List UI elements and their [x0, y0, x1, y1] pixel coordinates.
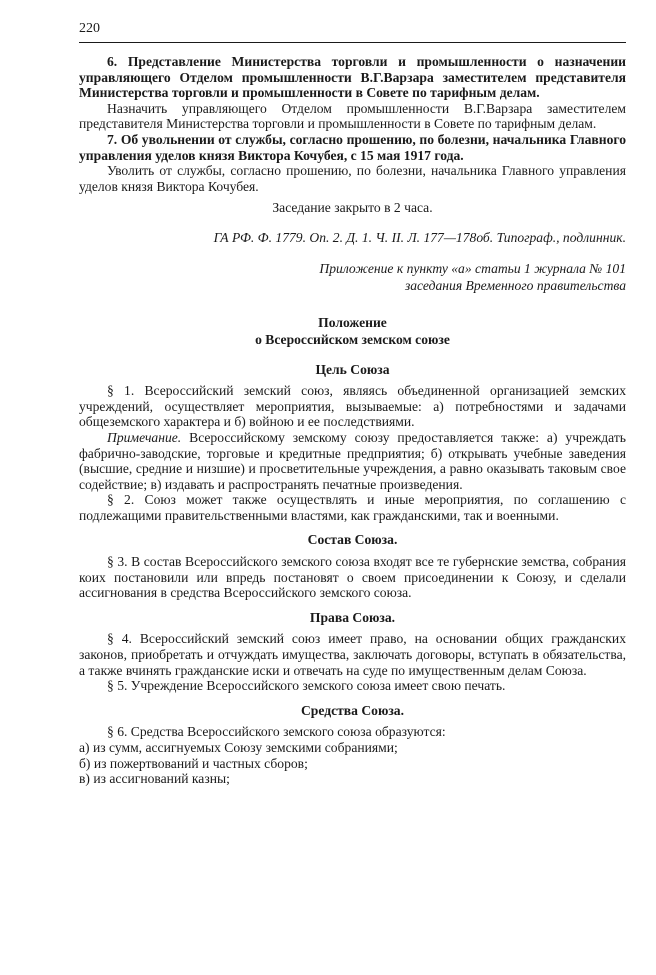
decision-7-body: Уволить от службы, согласно прошению, по болезни, начальника Главного управления уделов князя Виктора Кочубея. [79, 163, 626, 194]
note-text: Всероссийскому земскому союзу предоставляется также: а) учреждать фабрично-заводские, торговые и кредитные предприятия; б) открывать учебные заведения (высшие, средние и низшие) и просветительные учреждения, а равно оказывать таковым свое содействие; в) издавать и распространять печатные произведения. [79, 429, 626, 492]
document-title-line-1: Положение [318, 314, 387, 330]
paragraph-5: § 5. Учреждение Всероссийского земского союза имеет свою печать. [107, 678, 506, 694]
list-item-b: б) из пожертвований и частных сборов; [79, 755, 308, 771]
paragraph-2: § 2. Союз может также осуществлять и иные мероприятия, по соглашению с подлежащими правительственными властями, как гражданскими, так и военными. [79, 492, 626, 523]
note-label: Примечание. [107, 429, 182, 445]
paragraph-1: § 1. Всероссийский земский союз, являясь объединенной организацией земских учреждений, осуществляет мероприятия, вызываемые: а) потребностями и задачами общеземского характера и б) войною и ее последствиями. [79, 383, 626, 430]
appendix-note [79, 260, 626, 294]
session-closed-note: Заседание закрыто в 2 часа. [272, 200, 433, 216]
document-title [79, 314, 626, 348]
paragraph-4: § 4. Всероссийский земский союз имеет право, на основании общих гражданских законов, приобретать и отчуждать имущества, заключать договоры, вступать в обязательства, а также вчинять гражданские иски и отвечать на суде по имущественным делам Союза. [79, 631, 626, 678]
list-item-a: а) из сумм, ассигнуемых Союзу земскими собраниями; [79, 740, 398, 755]
note-paragraph [79, 430, 626, 492]
decision-7-heading: 7. Об увольнении от службы, согласно прошению, по болезни, начальника Главного управления уделов князя Виктора Кочубея, с 15 мая 1917 года. [79, 131, 626, 163]
section-heading-funds: Средства Союза. [300, 702, 404, 718]
section-heading-purpose: Цель Союза [315, 361, 390, 377]
decision-6-body: Назначить управляющего Отделом промышленности В.Г.Варзара заместителем представителя Министерства торговли и промышленности в Совете по тарифным делам. [79, 100, 626, 132]
page-header [79, 20, 626, 42]
paragraph-3: § 3. В состав Всероссийского земского союза входят все те губернские земства, собрания коих постановили или впредь постановят о своем присоединении к Союзу, и сделали ассигнования в средства Всероссийского земского союза. [79, 554, 626, 601]
page-number: 220 [79, 21, 100, 36]
paragraph-6: § 6. Средства Всероссийского земского союза образуются: [107, 724, 446, 740]
header-rule [79, 42, 626, 43]
section-heading-composition: Состав Союза. [307, 532, 398, 548]
section-heading-rights: Права Союза. [309, 609, 396, 625]
source-reference: ГА РФ. Ф. 1779. Оп. 2. Д. 1. Ч. II. Л. 177—178об. Типограф., подлинник. [213, 229, 626, 245]
appendix-note-line-2: заседания Временного правительства [404, 277, 626, 293]
decision-6-heading: 6. Представление Министерства торговли и промышленности о назначении управляющего Отделом промышленности В.Г.Варзара заместителем представителя Министерства торговли и промышленности в Совете по тарифным делам. [79, 54, 626, 101]
document-title-line-2: о Всероссийском земском союзе [255, 331, 450, 347]
list-item-c: в) из ассигнований казны; [79, 771, 230, 787]
appendix-note-line-1: Приложение к пункту «а» статьи 1 журнала № 101 [319, 260, 626, 276]
page-content [79, 54, 626, 787]
